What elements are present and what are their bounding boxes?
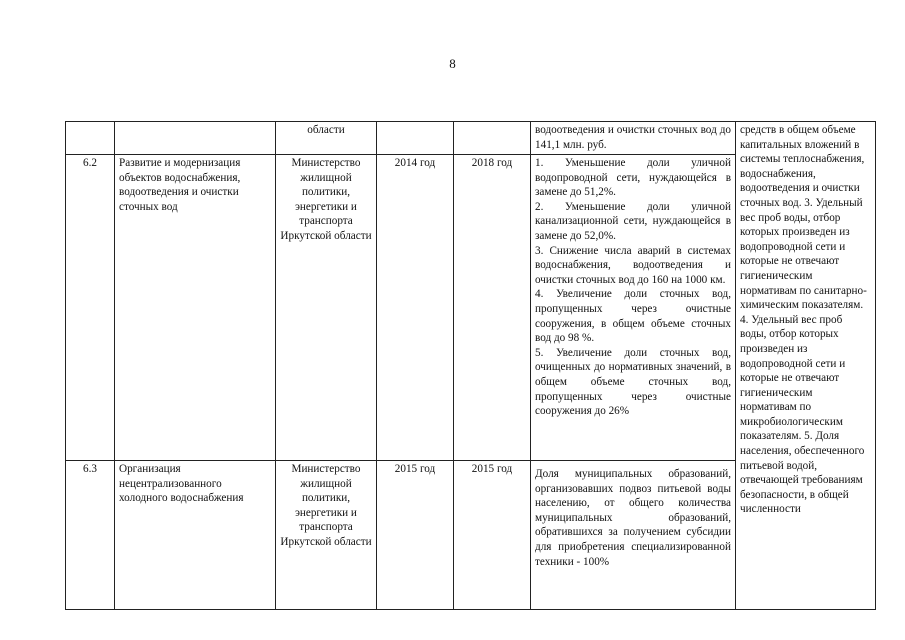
start-year-cell: [377, 122, 454, 155]
result-cell: [531, 155, 736, 461]
end-year-cell: 2015 год: [454, 461, 531, 610]
measures-table: [65, 121, 876, 610]
start-year-cell: 2015 год: [377, 461, 454, 610]
result-item: 3. Снижение числа аварий в системах водоснабжения, водоотведения и очистки сточных вод до 160 на 1000 км.: [535, 244, 731, 286]
page-number: 8: [449, 56, 456, 71]
result-cell: Доля муниципальных образований, организовавших подвоз питьевой воды населению, от общего количества муниципальных образований, обратившихся за получением субсидии для приобретения специализированной техники - 100%: [531, 461, 736, 610]
table-row: [66, 122, 876, 155]
responsible-cell: Министерство жилищной политики, энергетики и транспорта Иркутской области: [276, 461, 377, 610]
measure-name-cell: Развитие и модернизация объектов водоснабжения, водоотведения и очистки сточных вод: [115, 155, 276, 461]
responsible-cell: области: [276, 122, 377, 155]
result-item: 2. Уменьшение доли уличной канализационной сети, нуждающейся в замене до 52,0%.: [535, 200, 731, 242]
result-item: 4. Увеличение доли сточных вод, пропущенных через очистные сооружения, в общем объеме сточных вод до 98 %.: [535, 288, 731, 345]
indicators-cell: средств в общем объеме капитальных вложений в системы теплоснабжения, водоснабжения, водоотведения и очистки сточных вод. 3. Удельный вес проб воды, отбор которых произведен из водопроводной сети и которые не отвечают гигиеническим нормативам по санитарно-химическим показателям. 4. Удельный вес проб воды, отбор которых произведен из водопроводной сети и которые не отвечают гигиеническим нормативам по микробиологическим показателям. 5. Доля населения, обеспеченного питьевой водой, отвечающей требованиям безопасности, в общей численности: [736, 122, 876, 610]
end-year-cell: 2018 год: [454, 155, 531, 461]
result-item: 1. Уменьшение доли уличной водопроводной сети, нуждающейся в замене до 51,2%.: [535, 157, 731, 199]
result-item: 5. Увеличение доли сточных вод, очищенных до нормативных значений, в общем объеме сточных вод, пропущенных через очистные сооружения до 26%: [535, 346, 731, 418]
end-year-cell: [454, 122, 531, 155]
row-number-cell: 6.2: [66, 155, 115, 461]
measure-name-cell: [115, 122, 276, 155]
row-number-cell: [66, 122, 115, 155]
result-cell: водоотведения и очистки сточных вод до 141,1 млн. руб.: [531, 122, 736, 155]
row-number-cell: 6.3: [66, 461, 115, 610]
start-year-cell: 2014 год: [377, 155, 454, 461]
measure-name-cell: Организация нецентрализованного холодного водоснабжения: [115, 461, 276, 610]
responsible-cell: Министерство жилищной политики, энергетики и транспорта Иркутской области: [276, 155, 377, 461]
